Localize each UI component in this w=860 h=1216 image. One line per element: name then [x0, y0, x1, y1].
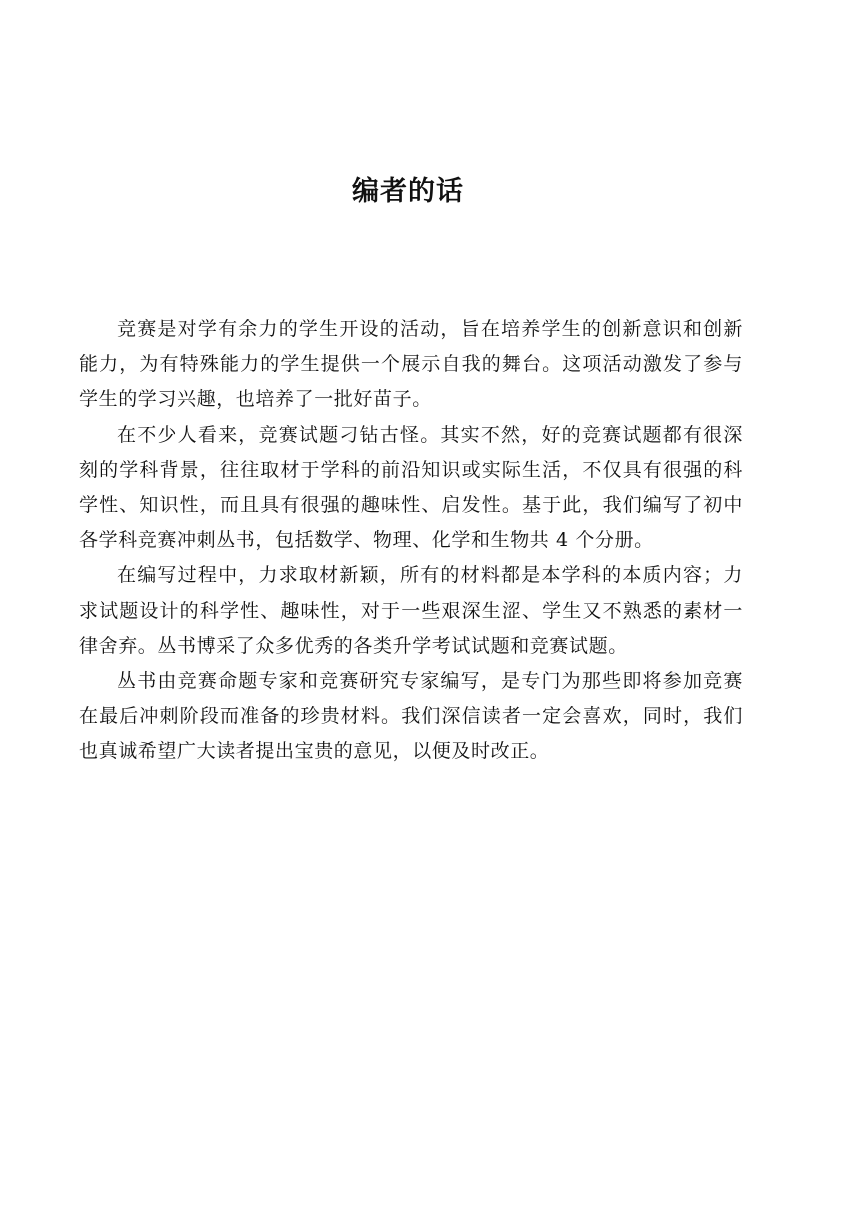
page-title: 编者的话	[352, 176, 464, 207]
paragraph-1: 竞赛是对学有余力的学生开设的活动，旨在培养学生的创新意识和创新能力，为有特殊能力的学生提供一个展示自我的舞台。这项活动激发了参与学生的学习兴趣，也培养了一批好苗子。	[79, 318, 743, 411]
body-text	[79, 312, 743, 770]
paragraph-4: 丛书由竞赛命题专家和竞赛研究专家编写，是专门为那些即将参加竞赛在最后冲刺阶段而准备的珍贵材料。我们深信读者一定会喜欢，同时，我们也真诚希望广大读者提出宝贵的意见，以便及时改正。	[79, 670, 743, 763]
paragraph-2: 在不少人看来，竞赛试题刁钻古怪。其实不然，好的竞赛试题都有很深刻的学科背景，往往取材于学科的前沿知识或实际生活，不仅具有很强的科学性、知识性，而且具有很强的趣味性、启发性。基于此，我们编写了初中各学科竞赛冲刺丛书，包括数学、物理、化学和生物共 4 个分册。	[79, 423, 743, 552]
paragraph-3: 在编写过程中，力求取材新颖，所有的材料都是本学科的本质内容；力求试题设计的科学性、趣味性，对于一些艰深生涩、学生又不熟悉的素材一律舍弃。丛书博采了众多优秀的各类升学考试试题和竞赛试题。	[79, 564, 743, 657]
